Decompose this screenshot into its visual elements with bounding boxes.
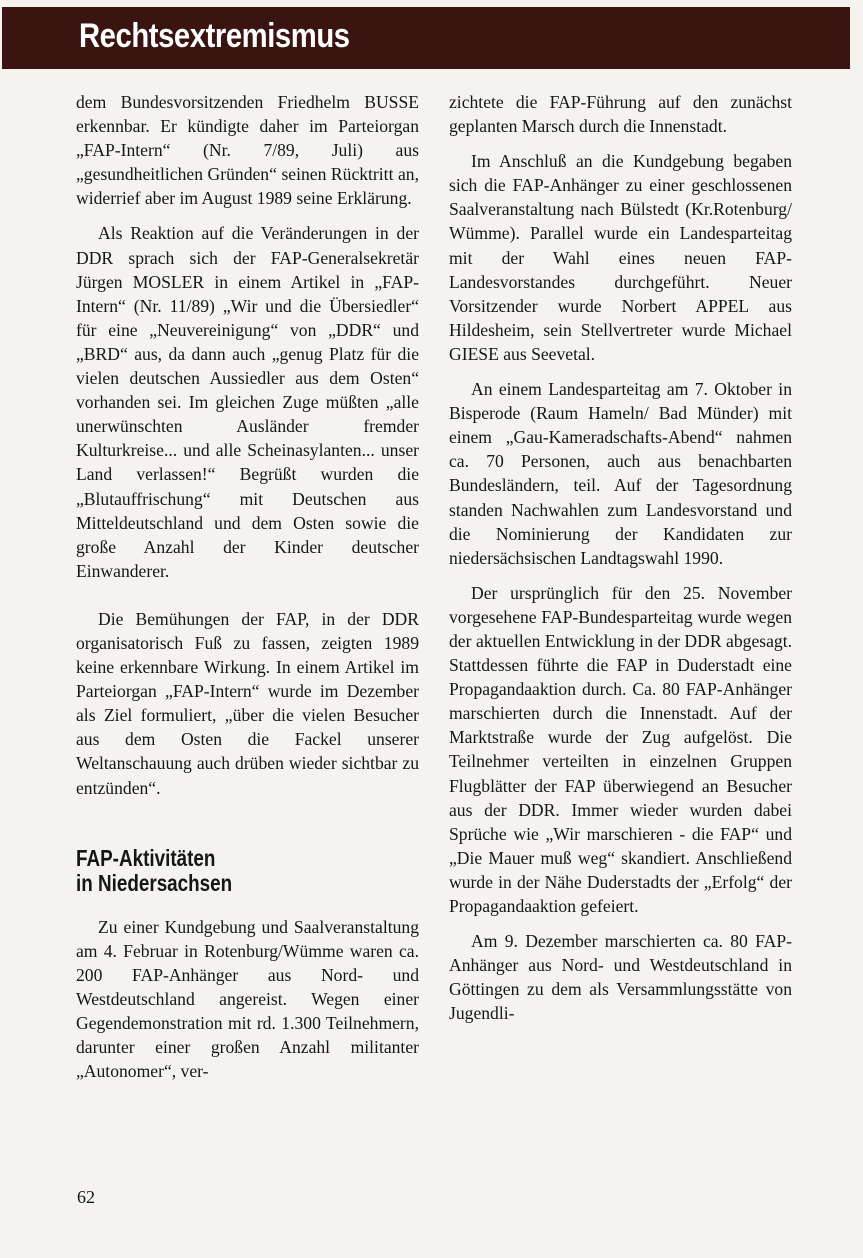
- section-title: Rechtsextremismus: [79, 17, 350, 55]
- paragraph: Der ursprünglich für den 25. November vorgesehene FAP-Bundesparteitag wurde wegen der aktuellen Entwicklung in der DDR abgesagt. Stattdessen führte die FAP in Duderstadt eine Propagandaaktion durch. Ca. 80 FAP-Anhänger marschierten durch die Innenstadt. Auf der Marktstraße wurde der Zug aufgelöst. Die Teilnehmer verteilten in einzelnen Gruppen Flugblätter der FAP überwiegend an Besucher aus der DDR. Immer wieder wurden dabei Sprüche wie „Wir marschieren - die FAP“ und „Die Mauer muß weg“ skandiert. Anschließend wurde in der Nähe Duderstadts der „Erfolg“ der Propagandaaktion gefeiert.: [449, 582, 792, 916]
- paragraph: Als Reaktion auf die Veränderungen in der DDR sprach sich der FAP-Generalsekretär Jürgen MOSLER in einem Artikel in „FAP-Intern“ (Nr. 11/89) „Wir und die Übersiedler“ für eine „Neuvereinigung“ von „DDR“ und „BRD“ aus, da dann auch „genug Platz für die vielen deutschen Aussiedler aus dem Osten“ vorhanden sei. Im gleichen Zuge müßten „alle unerwünschten Ausländer fremder Kulturkreise... und alle Scheinasylanten... unser Land verlassen!“ Begrüßt wurden die „Blutauffrischung“ mit Deutschen aus Mitteldeutschland und dem Osten sowie die große Anzahl der Kinder deutscher Einwanderer.: [76, 223, 419, 581]
- section-header-bar: [2, 7, 850, 69]
- paragraph: Die Bemühungen der FAP, in der DDR organisatorisch Fuß zu fassen, zeigten 1989 keine erkennbare Wirkung. In einem Artikel im Parteiorgan „FAP-Intern“ wurde im Dezember als Ziel formuliert, „über die vielen Besucher aus dem Osten die Fackel unserer Weltanschauung auch drüben wieder sichtbar zu entzünden“.: [76, 608, 419, 798]
- paragraph: dem Bundesvorsitzenden Friedhelm BUSSE erkennbar. Er kündigte daher im Parteiorgan „FAP-Intern“ (Nr. 7/89, Juli) aus „gesundheitlichen Gründen“ seinen Rücktritt an, widerrief aber im August 1989 seine Erklärung.: [76, 92, 419, 209]
- paragraph: Am 9. Dezember marschierten ca. 80 FAP-Anhänger aus Nord- und Westdeutschland in Göttingen zu dem als Versammlungsstätte von Jugendli-: [449, 931, 792, 1024]
- sub-heading-line: in Niedersachsen: [76, 869, 233, 896]
- page-number: 62: [77, 1187, 95, 1207]
- right-column: [449, 90, 792, 1036]
- sub-heading: [76, 846, 357, 896]
- paragraph: Zu einer Kundgebung und Saalveranstaltung am 4. Februar in Rotenburg/Wümme waren ca. 200 FAP-Anhänger aus Nord- und Westdeutschland angereist. Wegen einer Gegendemonstration mit rd. 1.300 Teilnehmern, darunter einer großen Anzahl militanter „Autonomer“, ver-: [76, 916, 419, 1082]
- paragraph: An einem Landesparteitag am 7. Oktober in Bisperode (Raum Hameln/ Bad Münder) mit einem „Gau-Kameradschafts-Abend“ nahmen ca. 70 Personen, auch aus benachbarten Bundesländern, teil. Auf der Tagesordnung standen Nachwahlen zum Landesvorstand und die Nominierung der Kandidaten zur niedersächsischen Landtagswahl 1990.: [449, 379, 792, 568]
- sub-heading-line: FAP-Aktivitäten: [76, 844, 216, 871]
- paragraph: zichtete die FAP-Führung auf den zunächst geplanten Marsch durch die Innenstadt.: [449, 92, 792, 137]
- left-column: [76, 90, 419, 1094]
- paragraph: Im Anschluß an die Kundgebung begaben sich die FAP-Anhänger zu einer geschlossenen Saalveranstaltung nach Bülstedt (Kr.Rotenburg/ Wümme). Parallel wurde ein Landesparteitag mit der Wahl eines neuen FAP-Landesvorstandes durchgeführt. Neuer Vorsitzender wurde Norbert APPEL aus Hildesheim, sein Stellvertreter wurde Michael GIESE aus Seevetal.: [449, 151, 792, 364]
